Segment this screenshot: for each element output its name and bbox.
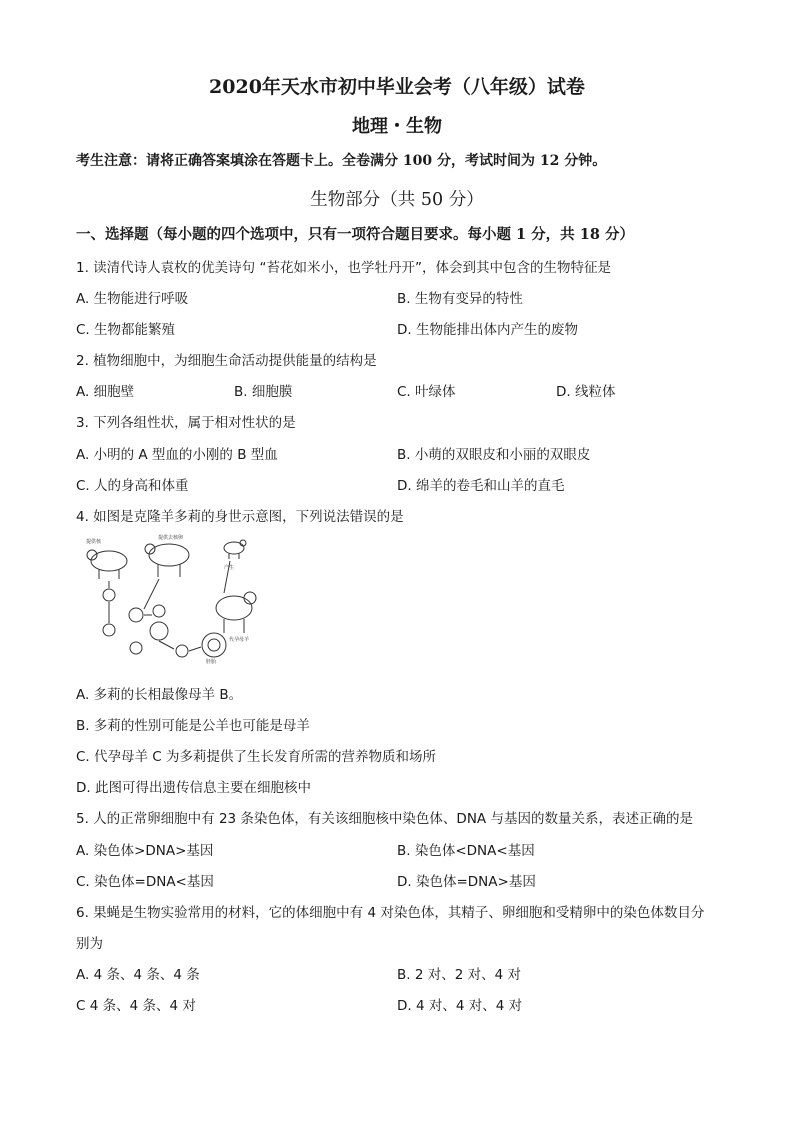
question-5-option-c: C. 染色体=DNA<基因 [76,874,214,890]
question-5-stem: 5. 人的正常卵细胞中有 23 条染色体，有关该细胞核中染色体、DNA 与基因的数量关系，表述正确的是 [76,811,693,827]
question-4-option-d: D. 此图可得出遗传信息主要在细胞核中 [76,780,311,796]
question-6-option-c: C 4 条、4 条、4 对 [76,998,196,1014]
question-4-option-a: A. 多莉的长相最像母羊 B。 [76,687,243,703]
svg-text:提供去核卵: 提供去核卵 [158,535,184,541]
question-3-option-a: A. 小明的 A 型血的小刚的 B 型血 [76,447,278,463]
question-2-option-d: D. 线粒体 [556,384,616,400]
question-6-option-a: A. 4 条、4 条、4 条 [76,967,200,983]
question-6-option-b: B. 2 对、2 对、4 对 [397,967,521,983]
question-1-option-b: B. 生物有变异的特性 [397,291,523,307]
sheep-a-illustration [87,550,127,579]
question-4-stem: 4. 如图是克隆羊多莉的身世示意图，下列说法错误的是 [76,509,404,525]
svg-text:胚胎: 胚胎 [206,659,217,665]
question-6-stem-continued: 别为 [76,936,103,952]
question-1-option-c: C. 生物都能繁殖 [76,322,176,338]
question-3-stem: 3. 下列各组性状，属于相对性状的是 [76,415,296,431]
question-3-option-c: C. 人的身高和体重 [76,478,189,494]
question-2-option-b: B. 细胞膜 [234,384,293,400]
question-2-option-a: A. 细胞壁 [76,384,135,400]
question-3-option-b: B. 小萌的双眼皮和小丽的双眼皮 [397,447,591,463]
exam-title: 2020年天水市初中毕业会考（八年级）试卷 [209,76,585,98]
dolly-lamb-illustration [224,540,246,559]
question-3-option-d: D. 绵羊的卷毛和山羊的直毛 [397,478,565,494]
svg-text:产生: 产生 [224,565,235,571]
question-5-option-b: B. 染色体<DNA<基因 [397,843,535,859]
svg-text:提供核: 提供核 [86,539,102,545]
question-1-option-a: A. 生物能进行呼吸 [76,291,189,307]
exam-notice: 考生注意：请将正确答案填涂在答题卡上。全卷满分 100 分，考试时间为 12 分钟。 [76,153,607,169]
question-6-option-d: D. 4 对、4 对、4 对 [397,998,523,1014]
sheep-c-illustration [216,592,256,633]
section-title: 一、选择题（每小题的四个选项中，只有一项符合题目要求。每小题 1 分，共 18 分） [76,226,634,243]
part-title: 生物部分（共 50 分） [310,190,484,210]
question-2-stem: 2. 植物细胞中，为细胞生命活动提供能量的结构是 [76,353,377,369]
cloned-sheep-diagram [74,533,264,668]
question-2-option-c: C. 叶绿体 [397,384,456,400]
sheep-b-illustration [145,544,189,577]
question-4-option-c: C. 代孕母羊 C 为多莉提供了生长发育所需的营养物质和场所 [76,749,437,765]
question-5-option-a: A. 染色体>DNA>基因 [76,843,214,859]
question-1-stem: 1. 读清代诗人袁枚的优美诗句 “苔花如米小，也学牡丹开”，体会到其中包含的生物特征是 [76,260,611,276]
question-4-option-b: B. 多莉的性别可能是公羊也可能是母羊 [76,718,310,734]
question-1-option-d: D. 生物能排出体内产生的废物 [397,322,578,338]
question-6-stem: 6. 果蝇是生物实验常用的材料，它的体细胞中有 4 对染色体，其精子、卵细胞和受精卵中的染色体数目分 [76,905,705,921]
question-5-option-d: D. 染色体=DNA>基因 [397,874,536,890]
svg-text:代孕母羊: 代孕母羊 [229,637,250,643]
exam-subtitle: 地理・生物 [352,116,442,137]
